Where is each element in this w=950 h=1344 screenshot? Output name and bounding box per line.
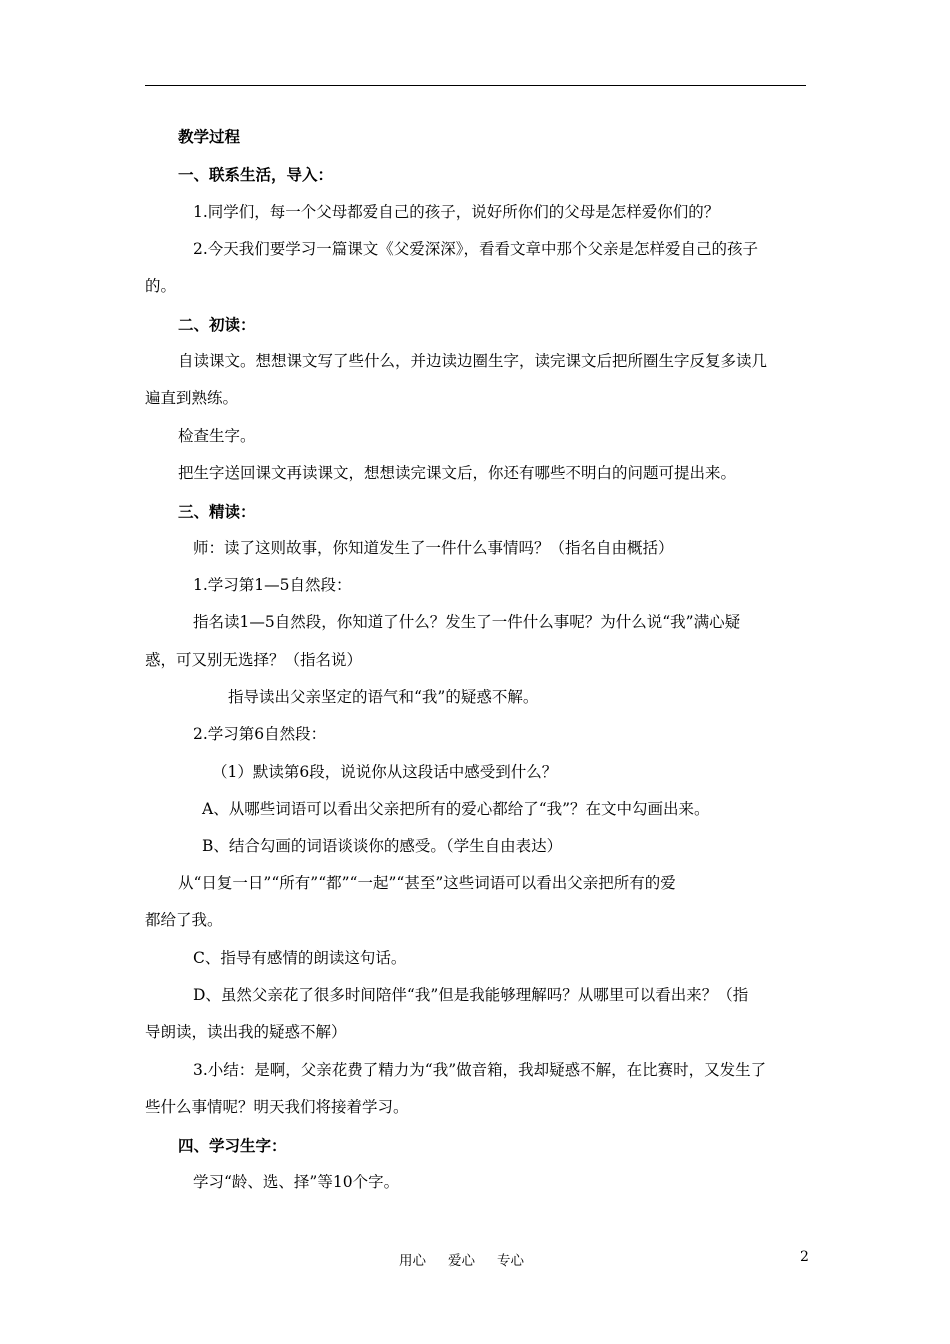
paragraph-line: 2.今天我们要学习一篇课文《父爱深深》，看看文章中那个父亲是怎样爱自己的孩子 bbox=[193, 240, 759, 258]
paragraph-line: 的。 bbox=[145, 277, 177, 295]
heading-3: 三、精读： bbox=[178, 502, 256, 521]
paragraph-line: 遍直到熟练。 bbox=[145, 389, 239, 407]
heading-1: 一、联系生活，导入： bbox=[178, 165, 334, 184]
page-number: 2 bbox=[800, 1249, 809, 1265]
paragraph-line: 2.学习第6自然段： bbox=[193, 725, 327, 743]
section-title: 教学过程 bbox=[178, 127, 241, 146]
heading-2: 二、初读： bbox=[178, 315, 256, 334]
footer-motto-1: 用心 bbox=[399, 1253, 426, 1269]
paragraph-line: 指名读1—5自然段，你知道了什么？发生了一件什么事呢？为什么说“我”满心疑 bbox=[193, 613, 741, 631]
paragraph-line: 指导读出父亲坚定的语气和“我”的疑惑不解。 bbox=[228, 688, 539, 706]
paragraph-line: （1）默读第6段，说说你从这段话中感受到什么？ bbox=[212, 763, 558, 781]
paragraph-line: 从“日复一日”“所有”“都”“一起”“甚至”这些词语可以看出父亲把所有的爱 bbox=[178, 874, 676, 892]
paragraph-line: 学习“龄、选、择”等10个字。 bbox=[193, 1173, 400, 1191]
paragraph-line: 师：读了这则故事，你知道发生了一件什么事情吗？（指名自由概括） bbox=[193, 539, 674, 557]
paragraph-line: 检查生字。 bbox=[178, 427, 256, 445]
footer-motto-2: 爱心 bbox=[448, 1253, 475, 1269]
paragraph-line: 都给了我。 bbox=[145, 911, 223, 929]
paragraph-line: D、虽然父亲花了很多时间陪伴“我”但是我能够理解吗？从哪里可以看出来？（指 bbox=[193, 986, 749, 1004]
paragraph-line: 自读课文。想想课文写了些什么，并边读边圈生字，读完课文后把所圈生字反复多读几 bbox=[178, 352, 768, 370]
heading-4: 四、学习生字： bbox=[178, 1136, 287, 1155]
footer-motto bbox=[399, 1249, 524, 1269]
paragraph-line: 惑，可又别无选择？（指名说） bbox=[145, 651, 363, 669]
paragraph-line: A、从哪些词语可以看出父亲把所有的爱心都给了“我”？在文中勾画出来。 bbox=[202, 800, 710, 818]
paragraph-line: 1.同学们，每一个父母都爱自己的孩子，说好所你们的父母是怎样爱你们的？ bbox=[193, 203, 720, 221]
paragraph-line: B、结合勾画的词语谈谈你的感受。（学生自由表达） bbox=[202, 837, 563, 855]
paragraph-line: C、指导有感情的朗读这句话。 bbox=[193, 949, 407, 967]
paragraph-line: 把生字送回课文再读课文，想想读完课文后，你还有哪些不明白的问题可提出来。 bbox=[178, 464, 737, 482]
paragraph-line: 导朗读，读出我的疑惑不解） bbox=[145, 1023, 347, 1041]
footer-motto-3: 专心 bbox=[497, 1253, 524, 1269]
paragraph-line: 3.小结：是啊，父亲花费了精力为“我”做音箱，我却疑惑不解，在比赛时，又发生了 bbox=[193, 1061, 767, 1079]
header-rule bbox=[145, 85, 806, 86]
paragraph-line: 1.学习第1—5自然段： bbox=[193, 576, 352, 594]
paragraph-line: 些什么事情呢？明天我们将接着学习。 bbox=[145, 1098, 409, 1116]
